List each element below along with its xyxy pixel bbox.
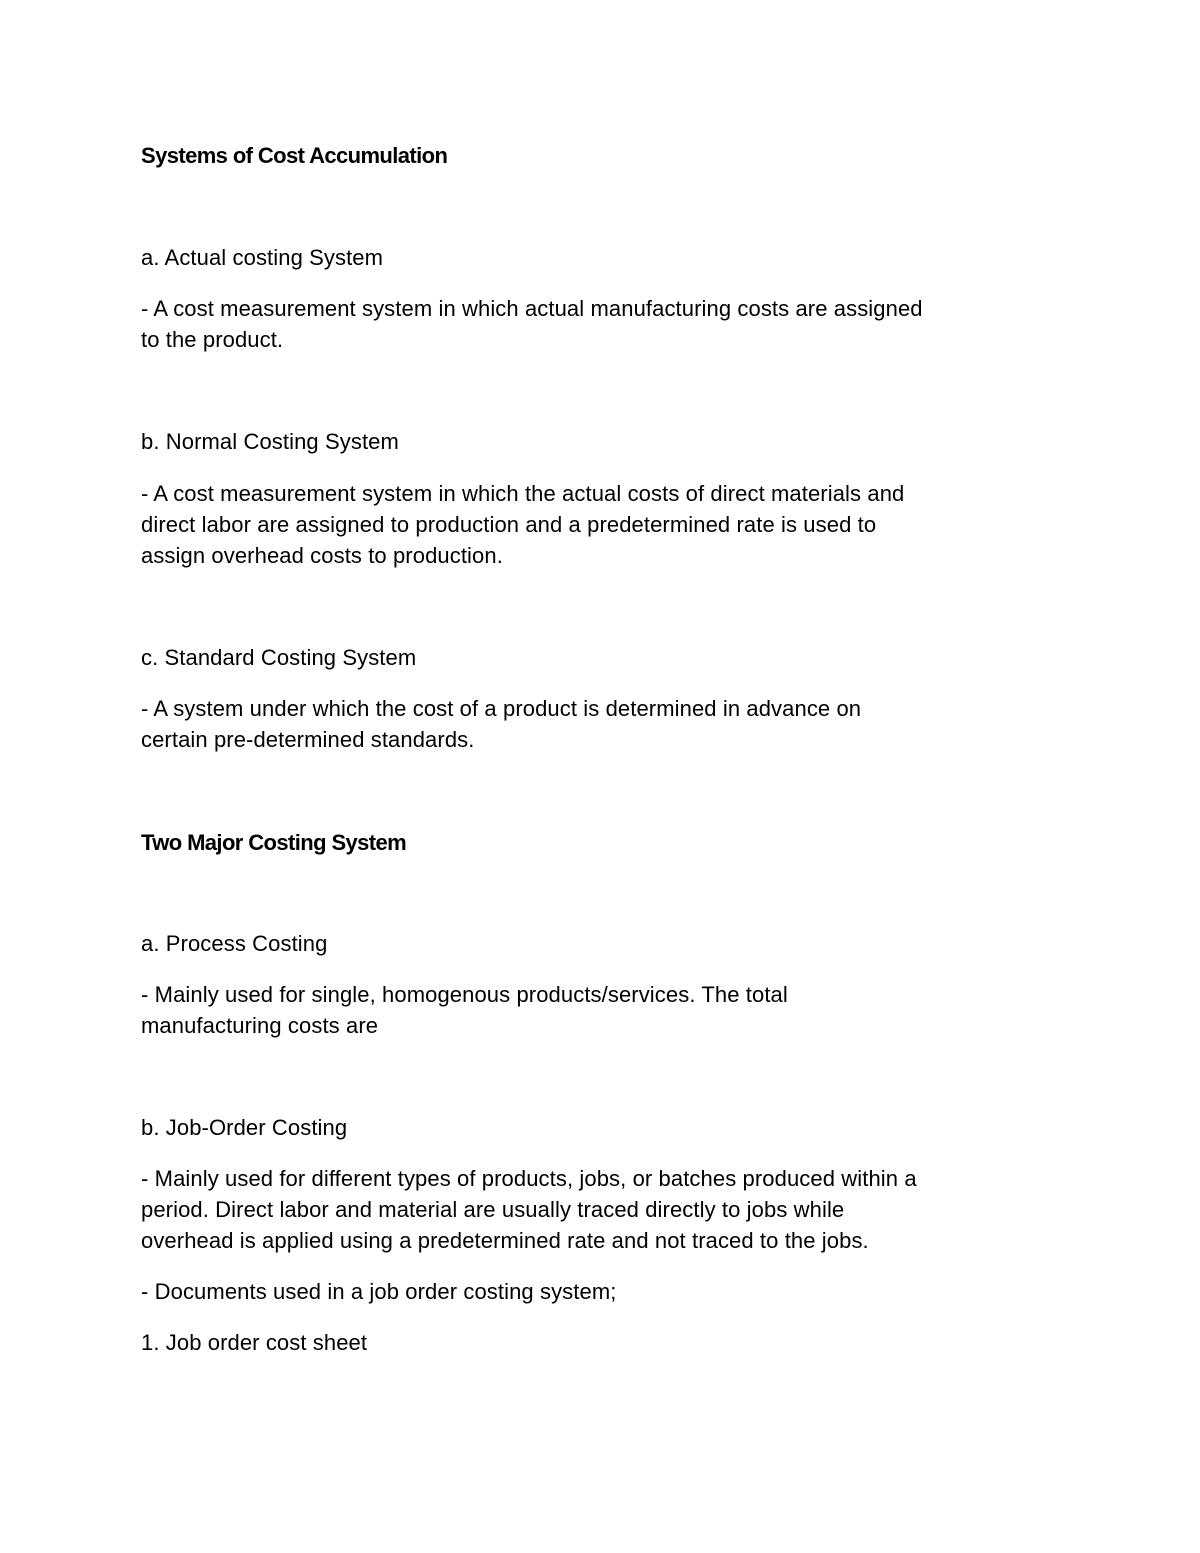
item-desc-job-order-costing-line-2: period. Direct labor and material are usually traced directly to jobs while — [141, 1197, 845, 1222]
item-desc-normal-costing-line-3: assign overhead costs to production. — [141, 543, 503, 568]
item-label-job-order-costing: b. Job-Order Costing — [141, 1115, 348, 1140]
item-label-normal-costing: b. Normal Costing System — [141, 429, 399, 454]
section-heading-two-major-costing: Two Major Costing System — [141, 830, 407, 855]
document-list-item: 1. Job order cost sheet — [141, 1330, 368, 1355]
item-desc-actual-costing-line-2: to the product. — [141, 327, 284, 352]
item-desc-process-costing-line-2: manufacturing costs are — [141, 1013, 379, 1038]
item-desc-standard-costing-line-1: - A system under which the cost of a product is determined in advance on — [141, 696, 862, 721]
item-desc-standard-costing-line-2: certain pre-determined standards. — [141, 727, 475, 752]
item-label-process-costing: a. Process Costing — [141, 931, 328, 956]
section-heading-cost-accumulation: Systems of Cost Accumulation — [141, 143, 448, 168]
item-desc-normal-costing-line-2: direct labor are assigned to production and a predetermined rate is used to — [141, 512, 877, 537]
item-label-actual-costing: a. Actual costing System — [141, 245, 384, 270]
item-label-standard-costing: c. Standard Costing System — [141, 645, 417, 670]
item-desc-normal-costing-line-1: - A cost measurement system in which the actual costs of direct materials and — [141, 481, 905, 506]
item-desc-process-costing-line-1: - Mainly used for single, homogenous products/services. The total — [141, 982, 788, 1007]
documents-intro: - Documents used in a job order costing system; — [141, 1279, 617, 1304]
item-desc-actual-costing-line-1: - A cost measurement system in which actual manufacturing costs are assigned — [141, 296, 923, 321]
item-desc-job-order-costing-line-1: - Mainly used for different types of products, jobs, or batches produced within a — [141, 1166, 917, 1191]
item-desc-job-order-costing-line-3: overhead is applied using a predetermined rate and not traced to the jobs. — [141, 1228, 869, 1253]
